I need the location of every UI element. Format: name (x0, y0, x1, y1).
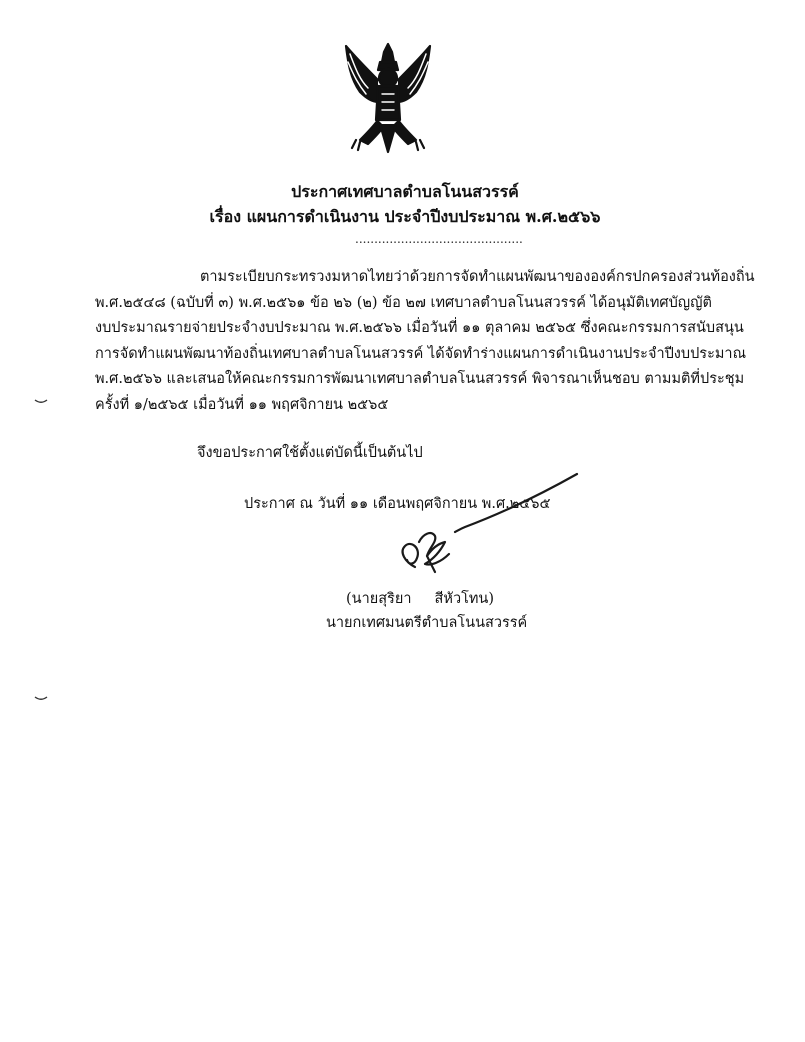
punch-mark-icon (34, 398, 48, 404)
body-line: งบประมาณรายจ่ายประจำงบประมาณ พ.ศ.๒๕๖๖ เมื่อวันที่ ๑๑ ตุลาคม ๒๕๖๕ ซึ่งคณะกรรมการสนับสนุน (95, 320, 744, 337)
body-line: พ.ศ.๒๕๖๖ และเสนอให้คณะกรรมการพัฒนาเทศบาลตำบลโนนสวรรค์ พิจารณาเห็นชอบ ตามมติที่ประชุม (95, 371, 745, 388)
announcement-subject: เรื่อง แผนการดำเนินงาน ประจำปีงบประมาณ พ.ศ.๒๕๖๖ (209, 207, 601, 226)
announce-date: ประกาศ ณ วันที่ ๑๑ เดือนพฤศจิกายน พ.ศ.๒๕๖๕ (244, 496, 551, 512)
signer-name: (นายสุริยา สีหัวโทน) (346, 591, 494, 607)
title-separator: ............................................ (355, 232, 523, 246)
body-line: ครั้งที่ ๑/๒๕๖๕ เมื่อวันที่ ๑๑ พฤศจิกายน ๒๕๖๕ (95, 396, 389, 413)
handwritten-signature-icon (365, 472, 585, 582)
garuda-emblem-icon (338, 40, 438, 158)
body-line: พ.ศ.๒๕๔๘ (ฉบับที่ ๓) พ.ศ.๒๕๖๑ ข้อ ๒๖ (๒) ข้อ ๒๗ เทศบาลตำบลโนนสวรรค์ ได้อนุมัติเทศบัญญัติ (95, 294, 712, 311)
body-paragraph (95, 265, 755, 419)
announcement-title: ประกาศเทศบาลตำบลโนนสวรรค์ (291, 182, 519, 201)
body-line: การจัดทำแผนพัฒนาท้องถิ่นเทศบาลตำบลโนนสวรรค์ ได้จัดทำร่างแผนการดำเนินงานประจำปีงบประมาณ (95, 345, 747, 362)
effective-notice: จึงขอประกาศใช้ตั้งแต่บัดนี้เป็นต้นไป (197, 445, 423, 461)
punch-mark-icon (34, 695, 48, 701)
body-line: ตามระเบียบกระทรวงมหาดไทยว่าด้วยการจัดทำแผนพัฒนาขององค์กรปกครองส่วนท้องถิ่น (200, 269, 755, 285)
signer-title: นายกเทศมนตรีตำบลโนนสวรรค์ (326, 615, 528, 631)
